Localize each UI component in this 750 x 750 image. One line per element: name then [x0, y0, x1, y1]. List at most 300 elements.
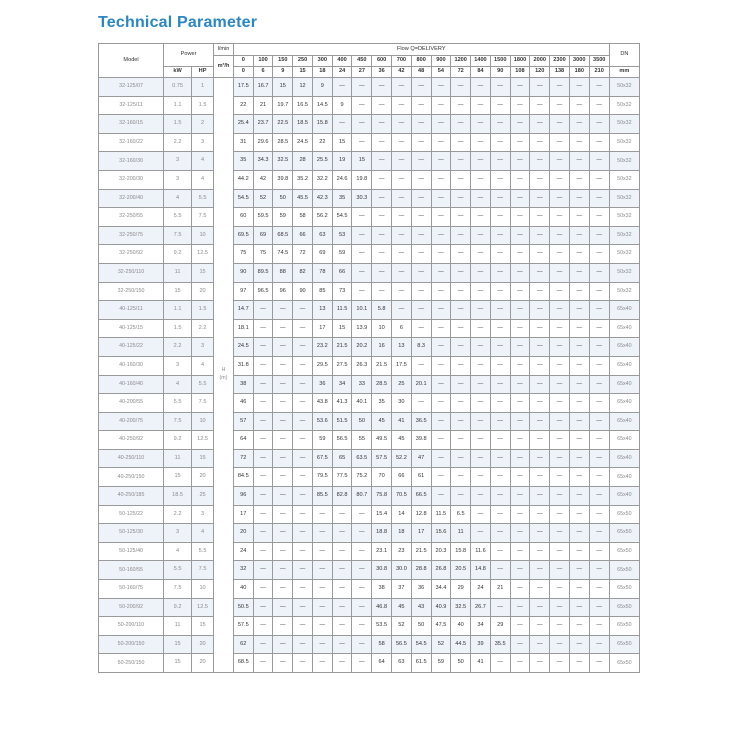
head-value-cell: —: [411, 301, 431, 320]
head-value-cell: —: [589, 542, 609, 561]
power-kw-cell: 18.5: [164, 487, 192, 506]
head-value-cell: —: [451, 78, 471, 97]
head-value-cell: —: [530, 654, 550, 673]
power-kw-cell: 15: [164, 635, 192, 654]
head-value-cell: —: [550, 115, 570, 134]
head-value-cell: —: [312, 598, 332, 617]
head-value-cell: 52: [253, 189, 273, 208]
dn-cell: 65x50: [609, 635, 639, 654]
head-value-cell: —: [352, 263, 372, 282]
head-value-cell: —: [490, 356, 510, 375]
head-value-cell: —: [589, 356, 609, 375]
head-value-cell: 25.4: [233, 115, 253, 134]
head-value-cell: —: [530, 96, 550, 115]
model-cell: 40-125/11: [99, 301, 164, 320]
head-value-cell: —: [293, 580, 313, 599]
power-hp-cell: 20: [192, 468, 214, 487]
power-kw-cell: 3: [164, 356, 192, 375]
head-value-cell: 59: [273, 208, 293, 227]
model-cell: 40-125/22: [99, 338, 164, 357]
head-value-cell: —: [411, 170, 431, 189]
head-value-cell: —: [293, 431, 313, 450]
head-value-cell: —: [392, 208, 412, 227]
head-value-cell: 36.5: [411, 412, 431, 431]
head-value-cell: 15: [352, 152, 372, 171]
head-value-cell: —: [471, 263, 491, 282]
model-cell: 32-160/15: [99, 115, 164, 134]
head-value-cell: —: [352, 115, 372, 134]
head-value-cell: 22: [233, 96, 253, 115]
head-value-cell: 45.5: [293, 189, 313, 208]
head-value-cell: —: [392, 96, 412, 115]
flow-lmin-15: 2000: [530, 56, 550, 67]
head-value-cell: —: [431, 468, 451, 487]
head-value-cell: —: [550, 152, 570, 171]
head-value-cell: —: [569, 654, 589, 673]
head-value-cell: —: [510, 133, 530, 152]
head-value-cell: —: [332, 561, 352, 580]
model-cell: 32-125/07: [99, 78, 164, 97]
head-value-cell: —: [253, 617, 273, 636]
head-value-cell: —: [589, 598, 609, 617]
head-value-cell: —: [550, 78, 570, 97]
head-value-cell: —: [293, 524, 313, 543]
head-value-cell: —: [569, 78, 589, 97]
flow-m3h-18: 210: [589, 67, 609, 78]
head-value-cell: 18.8: [372, 524, 392, 543]
head-value-cell: 11: [451, 524, 471, 543]
head-value-cell: 28.8: [411, 561, 431, 580]
flow-lmin-2: 150: [273, 56, 293, 67]
head-value-cell: —: [411, 263, 431, 282]
head-value-cell: —: [490, 468, 510, 487]
head-value-cell: —: [550, 301, 570, 320]
power-kw-cell: 2.2: [164, 505, 192, 524]
head-value-cell: 96.5: [253, 282, 273, 301]
head-value-cell: 12: [293, 78, 313, 97]
dn-cell: 65x40: [609, 319, 639, 338]
head-value-cell: —: [589, 96, 609, 115]
table-row: [99, 356, 640, 375]
head-value-cell: 12.8: [411, 505, 431, 524]
head-value-cell: 17: [312, 319, 332, 338]
model-cell: 32-200/40: [99, 189, 164, 208]
head-value-cell: —: [372, 78, 392, 97]
head-value-cell: —: [293, 449, 313, 468]
flow-m3h-8: 42: [392, 67, 412, 78]
head-value-cell: —: [550, 505, 570, 524]
head-value-cell: 50.5: [233, 598, 253, 617]
head-value-cell: 69.5: [233, 226, 253, 245]
dn-cell: 50x32: [609, 263, 639, 282]
head-value-cell: 89.5: [253, 263, 273, 282]
dn-cell: 65x40: [609, 394, 639, 413]
head-value-cell: 46.8: [372, 598, 392, 617]
head-value-cell: 23.7: [253, 115, 273, 134]
head-value-cell: —: [312, 635, 332, 654]
head-value-cell: —: [530, 505, 550, 524]
head-value-cell: —: [490, 505, 510, 524]
head-value-cell: 29: [490, 617, 510, 636]
head-value-cell: —: [312, 580, 332, 599]
head-value-cell: —: [589, 394, 609, 413]
head-value-cell: —: [273, 580, 293, 599]
head-value-cell: —: [471, 78, 491, 97]
head-value-cell: 8.3: [411, 338, 431, 357]
power-kw-cell: 2.2: [164, 133, 192, 152]
head-value-cell: —: [510, 189, 530, 208]
head-value-cell: —: [352, 524, 372, 543]
head-value-cell: —: [569, 263, 589, 282]
flow-lmin-1: 100: [253, 56, 273, 67]
head-value-cell: —: [530, 542, 550, 561]
head-value-cell: —: [293, 394, 313, 413]
head-value-cell: —: [589, 617, 609, 636]
head-value-cell: 52.2: [392, 449, 412, 468]
power-kw-cell: 7.5: [164, 226, 192, 245]
head-value-cell: 74.5: [273, 245, 293, 264]
head-value-cell: —: [451, 301, 471, 320]
power-hp-cell: 1.5: [192, 301, 214, 320]
head-value-cell: —: [332, 598, 352, 617]
dn-cell: 50x32: [609, 78, 639, 97]
table-row: [99, 505, 640, 524]
head-value-cell: 16.7: [253, 78, 273, 97]
head-unit-cell: [214, 78, 234, 673]
head-value-cell: —: [352, 654, 372, 673]
head-value-cell: 34.3: [253, 152, 273, 171]
head-value-cell: —: [273, 654, 293, 673]
head-value-cell: —: [352, 96, 372, 115]
model-cell: 40-160/30: [99, 356, 164, 375]
head-value-cell: —: [530, 524, 550, 543]
head-value-cell: 19.7: [273, 96, 293, 115]
power-hp-cell: 12.5: [192, 598, 214, 617]
power-hp-cell: 15: [192, 617, 214, 636]
head-value-cell: —: [471, 282, 491, 301]
head-value-cell: 75: [253, 245, 273, 264]
head-value-cell: —: [372, 245, 392, 264]
head-value-cell: 63.5: [352, 449, 372, 468]
head-value-cell: 38: [233, 375, 253, 394]
head-value-cell: 29.6: [253, 133, 273, 152]
head-value-cell: —: [510, 487, 530, 506]
head-value-cell: —: [589, 152, 609, 171]
head-value-cell: —: [569, 189, 589, 208]
head-value-cell: 16: [372, 338, 392, 357]
head-value-cell: —: [273, 412, 293, 431]
dn-cell: 50x32: [609, 189, 639, 208]
head-value-cell: 57.5: [372, 449, 392, 468]
head-value-cell: —: [490, 412, 510, 431]
head-value-cell: —: [293, 375, 313, 394]
head-value-cell: 21.5: [332, 338, 352, 357]
head-value-cell: —: [352, 78, 372, 97]
head-value-cell: 58: [372, 635, 392, 654]
head-value-cell: 30.8: [372, 561, 392, 580]
head-value-cell: 75.2: [352, 468, 372, 487]
head-value-cell: —: [451, 152, 471, 171]
head-value-cell: —: [471, 431, 491, 450]
head-value-cell: —: [253, 412, 273, 431]
flow-m3h-13: 90: [490, 67, 510, 78]
head-value-cell: 28.5: [372, 375, 392, 394]
dn-cell: 65x50: [609, 617, 639, 636]
head-value-cell: —: [253, 524, 273, 543]
power-kw-cell: 3: [164, 170, 192, 189]
head-value-cell: 32.5: [273, 152, 293, 171]
head-value-cell: —: [451, 468, 471, 487]
head-value-cell: —: [490, 524, 510, 543]
head-value-cell: —: [569, 319, 589, 338]
head-value-cell: 58: [293, 208, 313, 227]
head-value-cell: —: [550, 449, 570, 468]
head-value-cell: —: [411, 282, 431, 301]
head-value-cell: —: [411, 78, 431, 97]
head-value-cell: —: [293, 338, 313, 357]
head-value-cell: —: [372, 189, 392, 208]
head-value-cell: —: [273, 431, 293, 450]
head-value-cell: 59: [431, 654, 451, 673]
head-value-cell: 32: [233, 561, 253, 580]
head-value-cell: —: [530, 115, 550, 134]
power-hp-cell: 2: [192, 115, 214, 134]
head-value-cell: —: [530, 375, 550, 394]
head-value-cell: 16.5: [293, 96, 313, 115]
head-value-cell: 66: [293, 226, 313, 245]
model-cell: 40-200/75: [99, 412, 164, 431]
head-value-cell: —: [332, 580, 352, 599]
table-row: [99, 133, 640, 152]
head-value-cell: 43: [411, 598, 431, 617]
table-row: [99, 542, 640, 561]
dn-cell: 65x50: [609, 561, 639, 580]
flow-lmin-17: 3000: [569, 56, 589, 67]
head-value-cell: —: [569, 412, 589, 431]
head-value-cell: 52: [431, 635, 451, 654]
head-value-cell: 57: [233, 412, 253, 431]
head-value-cell: —: [253, 301, 273, 320]
head-value-cell: —: [471, 96, 491, 115]
head-value-cell: —: [471, 449, 491, 468]
dn-cell: 65x40: [609, 301, 639, 320]
head-value-cell: 36: [411, 580, 431, 599]
power-hp-cell: 20: [192, 654, 214, 673]
head-value-cell: —: [253, 487, 273, 506]
head-value-cell: —: [550, 189, 570, 208]
head-value-cell: 53.6: [312, 412, 332, 431]
head-value-cell: —: [293, 356, 313, 375]
head-value-cell: —: [431, 152, 451, 171]
flow-lmin-14: 1800: [510, 56, 530, 67]
flow-lmin-11: 1200: [451, 56, 471, 67]
head-value-cell: 63: [392, 654, 412, 673]
head-value-cell: —: [372, 226, 392, 245]
head-value-cell: —: [530, 208, 550, 227]
dn-cell: 65x50: [609, 580, 639, 599]
dn-cell: 50x32: [609, 96, 639, 115]
dn-cell: 50x32: [609, 245, 639, 264]
head-value-cell: —: [510, 449, 530, 468]
head-value-cell: —: [569, 561, 589, 580]
head-value-cell: 79.5: [312, 468, 332, 487]
power-kw-cell: 4: [164, 542, 192, 561]
head-value-cell: —: [589, 208, 609, 227]
table-row: [99, 654, 640, 673]
head-value-cell: —: [431, 282, 451, 301]
head-value-cell: —: [451, 263, 471, 282]
head-value-cell: —: [569, 505, 589, 524]
head-value-cell: —: [372, 282, 392, 301]
head-value-cell: —: [550, 263, 570, 282]
power-hp-cell: 7.5: [192, 394, 214, 413]
head-value-cell: 70.5: [392, 487, 412, 506]
table-row: [99, 189, 640, 208]
head-value-cell: 35: [332, 189, 352, 208]
head-value-cell: —: [569, 282, 589, 301]
head-value-cell: —: [352, 505, 372, 524]
table-row: [99, 617, 640, 636]
power-hp-cell: 3: [192, 133, 214, 152]
head-value-cell: 20.3: [431, 542, 451, 561]
head-value-cell: 69: [253, 226, 273, 245]
head-value-cell: —: [352, 580, 372, 599]
head-value-cell: —: [411, 208, 431, 227]
flow-m3h-2: 9: [273, 67, 293, 78]
head-value-cell: —: [411, 319, 431, 338]
head-value-cell: 69: [312, 245, 332, 264]
dn-cell: 65x40: [609, 375, 639, 394]
head-value-cell: —: [510, 282, 530, 301]
model-header: Model: [99, 44, 164, 78]
head-value-cell: —: [431, 394, 451, 413]
head-value-cell: 51.5: [332, 412, 352, 431]
head-value-cell: —: [510, 301, 530, 320]
head-value-cell: —: [510, 505, 530, 524]
head-value-cell: 40.9: [431, 598, 451, 617]
dn-cell: 65x40: [609, 449, 639, 468]
head-value-cell: —: [273, 524, 293, 543]
head-value-cell: —: [490, 487, 510, 506]
head-value-cell: —: [451, 189, 471, 208]
head-value-cell: —: [392, 78, 412, 97]
head-value-cell: —: [589, 338, 609, 357]
power-hp-cell: 15: [192, 449, 214, 468]
head-value-cell: —: [589, 375, 609, 394]
head-value-cell: —: [253, 394, 273, 413]
power-kw-cell: 4: [164, 375, 192, 394]
flow-lmin-9: 800: [411, 56, 431, 67]
head-value-cell: 21.5: [372, 356, 392, 375]
head-value-cell: —: [510, 524, 530, 543]
head-value-cell: 56.5: [332, 431, 352, 450]
head-value-cell: 59: [332, 245, 352, 264]
head-value-cell: —: [273, 505, 293, 524]
head-value-cell: —: [451, 375, 471, 394]
head-value-cell: —: [550, 468, 570, 487]
head-value-cell: —: [293, 598, 313, 617]
head-value-cell: —: [569, 338, 589, 357]
head-value-cell: —: [411, 115, 431, 134]
head-value-cell: 45: [372, 412, 392, 431]
head-value-cell: —: [451, 487, 471, 506]
head-value-cell: —: [530, 356, 550, 375]
head-value-cell: 14: [392, 505, 412, 524]
head-value-cell: —: [589, 487, 609, 506]
head-value-cell: 32.2: [312, 170, 332, 189]
head-value-cell: 17: [233, 505, 253, 524]
head-value-cell: —: [332, 524, 352, 543]
head-value-cell: —: [589, 115, 609, 134]
head-value-cell: —: [293, 617, 313, 636]
power-hp-cell: 25: [192, 487, 214, 506]
head-value-cell: —: [431, 78, 451, 97]
head-value-cell: 56.2: [312, 208, 332, 227]
head-value-cell: 64: [372, 654, 392, 673]
head-value-cell: —: [451, 319, 471, 338]
head-value-cell: 34: [332, 375, 352, 394]
head-value-cell: 42.3: [312, 189, 332, 208]
head-value-cell: —: [510, 152, 530, 171]
head-value-cell: 75: [233, 245, 253, 264]
model-cell: 50-160/75: [99, 580, 164, 599]
head-value-cell: —: [253, 319, 273, 338]
head-value-cell: —: [589, 263, 609, 282]
dn-cell: 65x50: [609, 542, 639, 561]
table-row: [99, 468, 640, 487]
hp-header: HP: [192, 67, 214, 78]
head-value-cell: —: [589, 78, 609, 97]
head-value-cell: —: [332, 654, 352, 673]
head-value-cell: —: [550, 356, 570, 375]
power-kw-cell: 9.2: [164, 598, 192, 617]
head-value-cell: —: [293, 487, 313, 506]
head-value-cell: —: [490, 319, 510, 338]
head-value-cell: 41: [392, 412, 412, 431]
head-value-cell: 15: [332, 133, 352, 152]
head-value-cell: —: [510, 115, 530, 134]
head-value-cell: —: [530, 78, 550, 97]
head-value-cell: —: [589, 580, 609, 599]
head-value-cell: 15.6: [431, 524, 451, 543]
flow-m3h-7: 36: [372, 67, 392, 78]
dn-cell: 65x50: [609, 654, 639, 673]
head-value-cell: —: [273, 338, 293, 357]
table-row: [99, 263, 640, 282]
head-value-cell: —: [490, 542, 510, 561]
head-value-cell: 61.5: [411, 654, 431, 673]
head-value-cell: —: [253, 449, 273, 468]
dn-cell: 65x50: [609, 505, 639, 524]
head-value-cell: 24.5: [293, 133, 313, 152]
head-value-cell: —: [510, 598, 530, 617]
power-hp-cell: 5.5: [192, 375, 214, 394]
head-value-cell: —: [471, 394, 491, 413]
head-value-cell: 11.5: [431, 505, 451, 524]
head-value-cell: —: [471, 356, 491, 375]
head-value-cell: —: [273, 487, 293, 506]
head-value-cell: —: [490, 189, 510, 208]
head-value-cell: 56.5: [392, 635, 412, 654]
table-row: [99, 598, 640, 617]
head-value-cell: —: [490, 598, 510, 617]
head-label: H: [221, 367, 226, 374]
head-value-cell: —: [273, 301, 293, 320]
model-cell: 50-125/22: [99, 505, 164, 524]
power-hp-cell: 10: [192, 226, 214, 245]
dn-cell: 50x32: [609, 226, 639, 245]
head-value-cell: —: [510, 319, 530, 338]
